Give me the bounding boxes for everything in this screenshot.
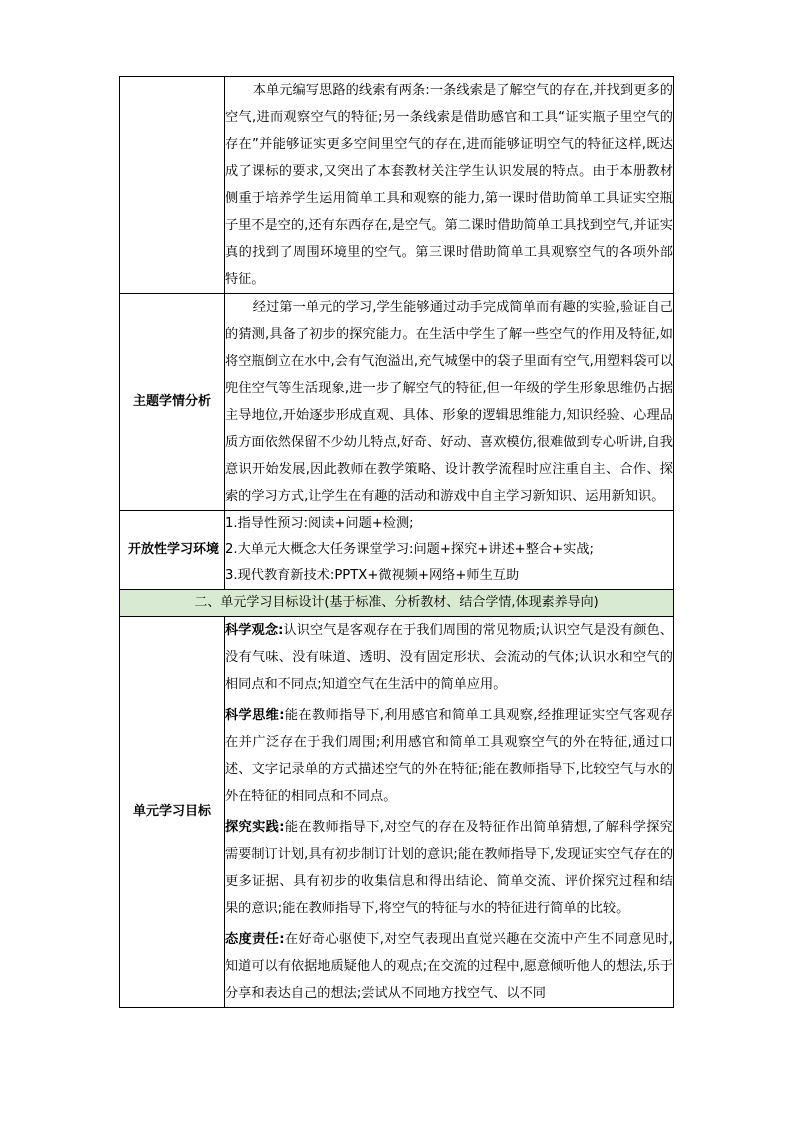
environment-item-1: 1.指导性预习:阅读+问题+检测; — [225, 516, 414, 531]
environment-content — [225, 511, 674, 590]
goal-attitude-responsibility — [225, 926, 673, 1007]
goal-text: 认识空气是客观存在于我们周围的常见物质;认识空气是没有颜色、没有气味、没有味道、透明、没有固定形状、会流动的气体;认识水和空气的相同点和不同点;知道空气在生活中的简单应用。 — [225, 623, 673, 692]
goal-title: 态度责任: — [225, 932, 285, 947]
analysis-label: 主题学情分析 — [120, 294, 225, 511]
goals-content — [225, 617, 674, 1008]
goal-science-thinking — [225, 702, 673, 810]
environment-item-3: 3.现代教育新技术:PPTX+微视频+网络+师生互助 — [225, 568, 520, 583]
goal-science-concept — [225, 617, 673, 698]
section-header-row — [120, 590, 674, 617]
goals-label: 单元学习目标 — [120, 617, 225, 1008]
design-row — [120, 77, 674, 294]
design-text: 本单元编写思路的线索有两条:一条线索是了解空气的存在,并找到更多的空气,进而观察空气的特征;另一条线索是借助感官和工具“证实瓶子里空气的存在”并能够证实更多空间里空气的存在,进而能够证明空气的特征这样,既达成了课标的要求,又突出了本套教材关注学生认识发展的特点。由于本册教材侧重于培养学生运用简单工具和观察的能力,第一课时借助简单工具证实空瓶子里不是空的,还有东西存在,是空气。第二课时借助简单工具找到空气,并证实真的找到了周围环境里的空气。第三课时借助简单工具观察空气的各项外部特征。 — [225, 83, 673, 287]
design-content — [225, 77, 674, 294]
goal-text: 在好奇心驱使下,对空气表现出直觉兴趣在交流中产生不同意见时,知道可以有依据地质疑他人的观点;在交流的过程中,愿意倾听他人的想法,乐于分享和表达自己的想法;尝试从不同地方找空气、以不同 — [225, 932, 674, 1001]
goal-text: 能在教师指导下,利用感官和简单工具观察,经推理证实空气客观存在并广泛存在于我们周围;利用感官和简单工具观察空气的外在特征,通过口述、文字记录单的方式描述空气的外在特征;能在教师指导下,比较空气与水的外在特征的相同点和不同点。 — [225, 708, 673, 804]
goals-row — [120, 617, 674, 1008]
section-header: 二、单元学习目标设计(基于标准、分析教材、结合学情,体现素养导向) — [120, 590, 674, 617]
goal-title: 探究实践: — [225, 820, 285, 835]
goal-text: 能在教师指导下,对空气的存在及特征作出简单猜想,了解科学探究需要制订计划,具有初步制订计划的意识;能在教师指导下,发现证实空气存在的更多证据、具有初步的收集信息和得出结论、简单交流、评价探究过程和结果的意识;能在教师指导下,将空气的特征与水的特征进行简单的比较。 — [225, 820, 674, 916]
environment-item-2: 2.大单元大概念大任务课堂学习:问题+探究+讲述+整合+实战; — [225, 542, 594, 557]
goal-title: 科学观念: — [225, 623, 284, 638]
lesson-plan-table — [119, 76, 674, 1008]
analysis-row — [120, 294, 674, 511]
goal-title: 科学思维: — [225, 708, 285, 723]
goal-inquiry-practice — [225, 814, 673, 922]
design-label — [120, 77, 225, 294]
analysis-content — [225, 294, 674, 511]
analysis-text: 经过第一单元的学习,学生能够通过动手完成简单而有趣的实验,验证自己的猜测,具备了初步的探究能力。在生活中学生了解一些空气的作用及特征,如将空瓶倒立在水中,会有气泡溢出,充气城堡中的袋子里面有空气,用塑料袋可以兜住空气等生活现象,进一步了解空气的特征,但一年级的学生形象思维仍占据主导地位,开始逐步形成直观、具体、形象的逻辑思维能力,知识经验、心理品质方面依然保留不少幼儿特点,好奇、好动、喜欢模仿,很难做到专心听讲,自我意识开始发展,因此教师在教学策略、设计教学流程时应注重自主、合作、探索的学习方式,让学生在有趣的活动和游戏中自主学习新知识、运用新知识。 — [225, 300, 673, 504]
environment-row — [120, 511, 674, 590]
environment-label: 开放性学习环境 — [120, 511, 225, 590]
